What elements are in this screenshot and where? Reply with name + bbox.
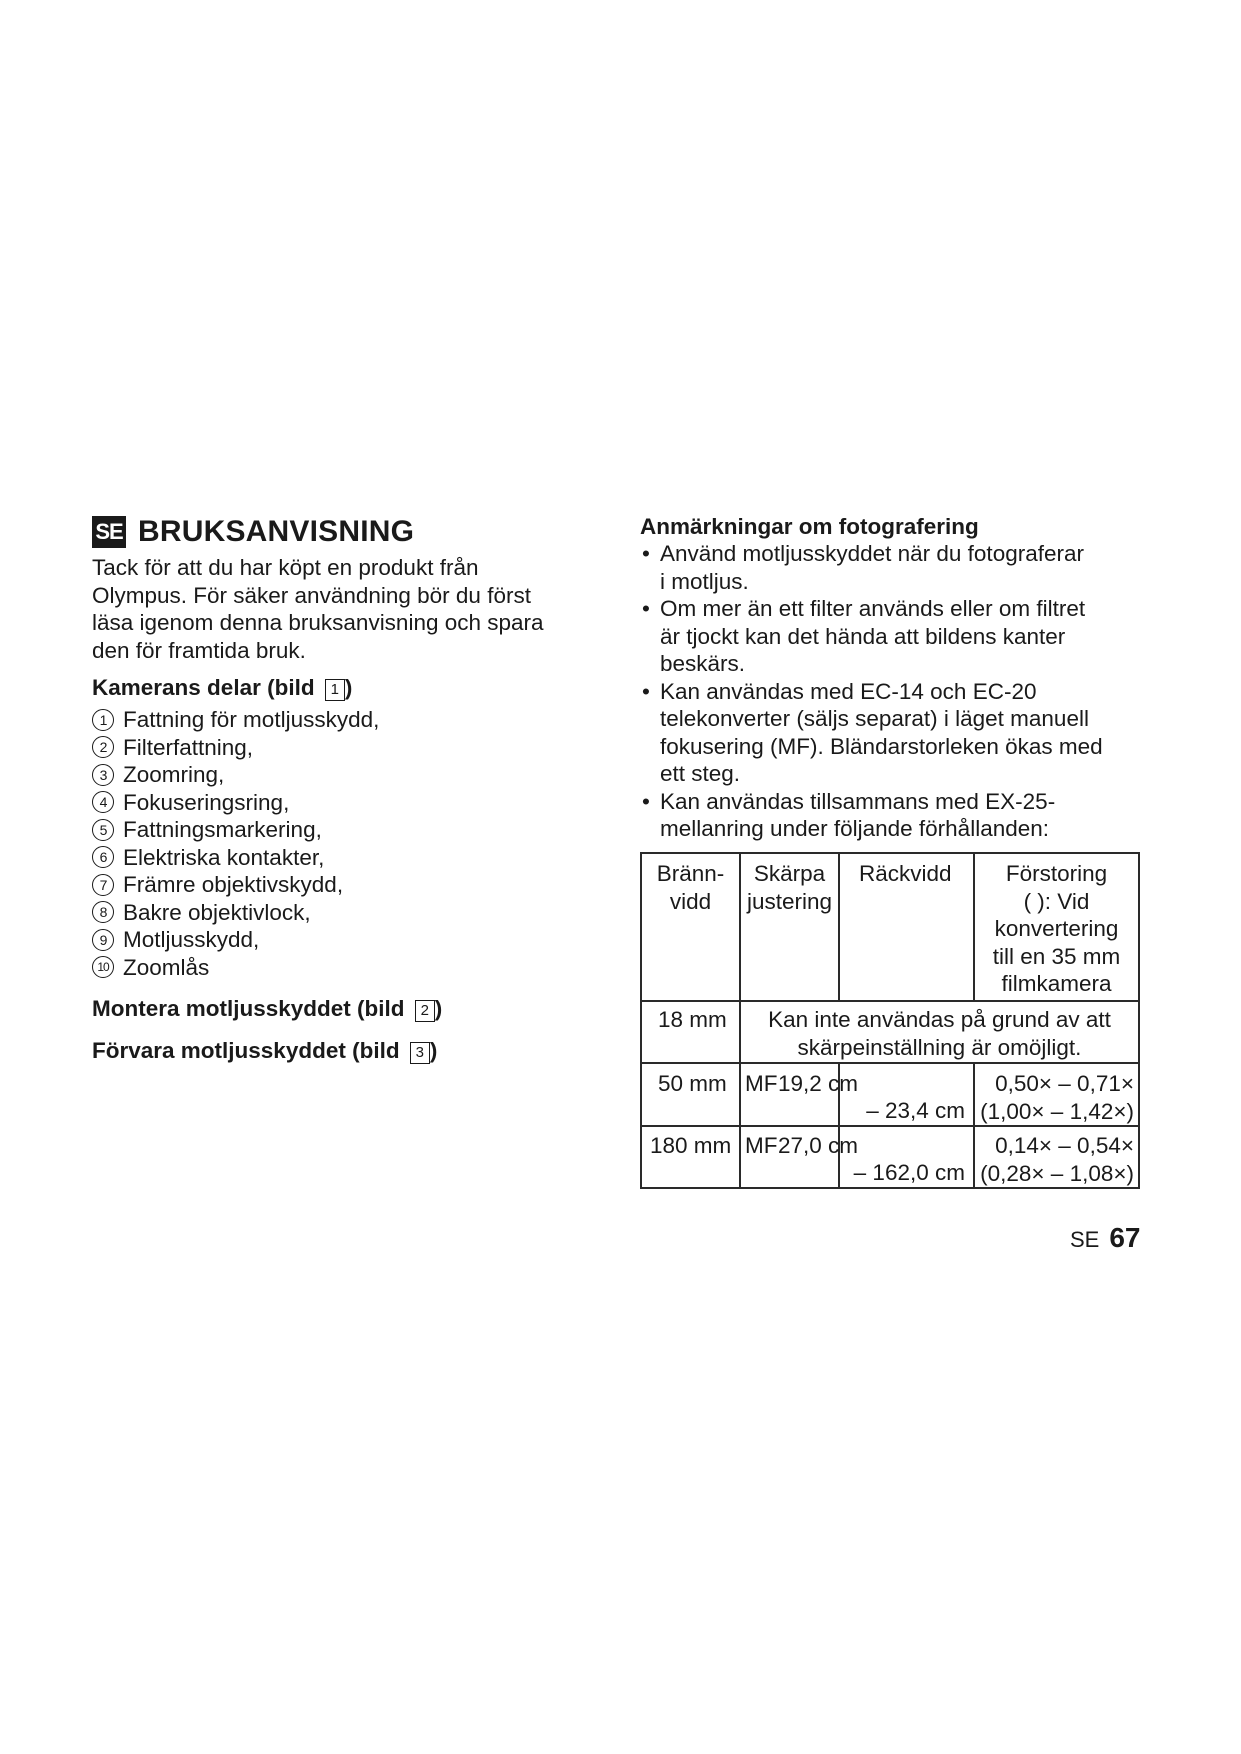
table-divider	[838, 854, 840, 1000]
note-item	[640, 540, 1140, 595]
list-item	[92, 734, 379, 762]
bullet: •	[642, 788, 650, 814]
header-line: Skärpa	[753, 861, 826, 886]
header-line: vidd	[669, 888, 712, 914]
item-label: Fattning för motljusskydd,	[123, 707, 380, 732]
row-180-range-start: 27,0 cm	[778, 1133, 859, 1158]
parts-heading-close: )	[344, 675, 353, 700]
row-18-focal: 18 mm	[658, 1007, 727, 1032]
row-18-note	[741, 1006, 1138, 1061]
intro-line: Olympus. För säker användning bör du först	[92, 582, 531, 608]
bullet: •	[642, 678, 650, 704]
list-item	[92, 761, 379, 789]
row-50-focus: MF	[745, 1071, 778, 1096]
row-50-focal: 50 mm	[658, 1071, 727, 1096]
row-180-focus: MF	[745, 1133, 778, 1158]
header-line: justering	[746, 888, 833, 914]
row-180-range-end: – 162,0 cm	[853, 1160, 965, 1185]
item-label: Bakre objektivlock,	[123, 899, 311, 925]
item-number: 10	[92, 956, 114, 978]
item-label: Filterfattning,	[123, 734, 254, 760]
magnification-line: 0,50× – 0,71×	[995, 1071, 1134, 1096]
row-50-range-end: – 23,4 cm	[866, 1098, 965, 1123]
figure-ref-box: 1	[325, 679, 345, 701]
note-line: mellanring under följande förhållanden:	[660, 816, 1050, 841]
note-line: fokusering (MF). Bländarstorleken ökas med	[660, 733, 1103, 759]
note-line: Kan användas med EC-14 och EC-20	[660, 678, 1037, 704]
item-number: 7	[92, 874, 114, 896]
mount-heading-text: Montera motljusskyddet (bild	[92, 996, 411, 1021]
note-line: beskärs.	[660, 651, 746, 676]
header-focal-length	[642, 860, 739, 915]
item-label: Zoomlås	[123, 954, 210, 980]
magnification-line: (0,28× – 1,08×)	[980, 1160, 1134, 1186]
page-number: 67	[1109, 1222, 1141, 1253]
page-footer	[1070, 1222, 1141, 1254]
store-heading-close: )	[429, 1038, 438, 1063]
note-item	[640, 788, 1140, 843]
header-line: Förstoring	[1005, 861, 1108, 886]
bullet: •	[642, 596, 650, 621]
parts-heading-text: Kamerans delar (bild	[92, 675, 321, 700]
item-label: Fattningsmarkering,	[123, 817, 322, 842]
row-50-magnification	[975, 1070, 1134, 1125]
item-label: Främre objektivskydd,	[123, 872, 344, 897]
header-line: filmkamera	[1001, 971, 1112, 996]
bullet: •	[642, 541, 650, 566]
intro-line: den för framtida bruk.	[92, 637, 306, 663]
item-number: 8	[92, 901, 114, 923]
intro-line: Tack för att du har köpt en produkt från	[92, 555, 479, 580]
item-label: Elektriska kontakter,	[123, 844, 325, 870]
list-item	[92, 789, 379, 817]
note-line: ett steg.	[660, 761, 741, 786]
note-line: Om mer än ett filter används eller om filtret	[660, 596, 1086, 621]
intro-line: läsa igenom denna bruksanvisning och spara	[92, 610, 544, 635]
list-item	[92, 844, 379, 872]
list-item	[92, 706, 379, 734]
list-item	[92, 871, 379, 899]
header-line: Bränn-	[656, 861, 725, 886]
spec-table	[640, 852, 1140, 1189]
item-number: 1	[92, 709, 114, 731]
mount-heading	[92, 996, 442, 1022]
page-title: BRUKSANVISNING	[138, 515, 415, 548]
magnification-line: (1,00× – 1,42×)	[980, 1098, 1134, 1124]
row-note-line: skärpeinställning är omöjligt.	[797, 1034, 1082, 1060]
note-line: i motljus.	[660, 568, 749, 594]
store-heading	[92, 1038, 437, 1064]
item-label: Fokuseringsring,	[123, 789, 290, 815]
note-line: är tjockt kan det hända att bildens kanter	[660, 623, 1066, 649]
header-line: konvertering	[994, 916, 1119, 941]
intro-paragraph	[92, 554, 592, 664]
title-row	[92, 512, 414, 552]
list-item	[92, 954, 379, 982]
list-item	[92, 816, 379, 844]
footer-language: SE	[1070, 1227, 1100, 1252]
item-label: Zoomring,	[123, 762, 225, 787]
item-number: 3	[92, 764, 114, 786]
mount-heading-close: )	[434, 996, 443, 1021]
note-item	[640, 678, 1140, 788]
row-180-magnification	[975, 1132, 1134, 1187]
row-180-focal: 180 mm	[650, 1133, 732, 1158]
table-divider	[642, 1125, 1138, 1127]
item-label: Motljusskydd,	[123, 927, 260, 952]
table-divider	[642, 1062, 1138, 1064]
parts-heading	[92, 675, 352, 701]
header-focus	[741, 860, 838, 915]
note-line: Använd motljusskyddet när du fotograferar	[660, 541, 1084, 566]
header-range: Räckvidd	[859, 861, 952, 886]
store-heading-text: Förvara motljusskyddet (bild	[92, 1038, 406, 1063]
item-number: 4	[92, 791, 114, 813]
header-line: till en 35 mm	[992, 943, 1121, 969]
list-item	[92, 899, 379, 927]
row-50-range-start: 19,2 cm	[778, 1071, 859, 1096]
item-number: 9	[92, 929, 114, 951]
header-magnification	[975, 860, 1138, 998]
table-divider	[642, 1000, 1138, 1002]
notes-list	[640, 540, 1140, 843]
notes-heading: Anmärkningar om fotografering	[640, 514, 979, 539]
item-number: 5	[92, 819, 114, 841]
header-line: ( ): Vid	[1023, 888, 1090, 914]
magnification-line: 0,14× – 0,54×	[995, 1133, 1134, 1158]
row-note-line: Kan inte användas på grund av att	[768, 1007, 1111, 1032]
figure-ref-box: 3	[410, 1042, 430, 1064]
list-item	[92, 926, 379, 954]
note-line: Kan användas tillsammans med EX-25-	[660, 788, 1056, 814]
language-badge: SE	[92, 516, 126, 548]
parts-list	[92, 706, 379, 981]
item-number: 2	[92, 736, 114, 758]
note-item	[640, 595, 1140, 678]
item-number: 6	[92, 846, 114, 868]
note-line: telekonverter (säljs separat) i läget manuell	[660, 706, 1089, 731]
figure-ref-box: 2	[415, 1000, 435, 1022]
